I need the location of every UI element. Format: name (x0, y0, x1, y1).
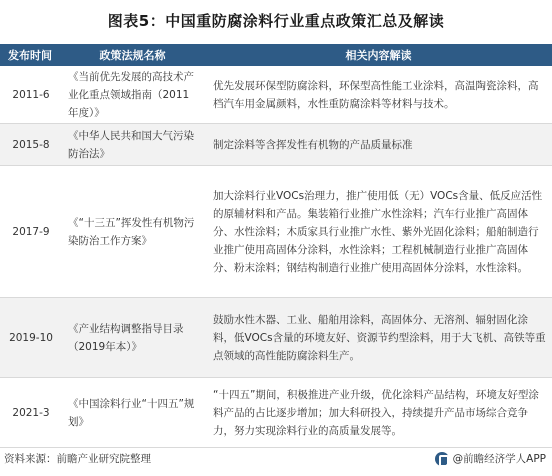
row-content: 制定涂料等含挥发性有机物的产品质量标准 (213, 138, 413, 151)
row-date: 2011-6 (12, 88, 50, 101)
row-date: 2017-9 (12, 225, 50, 238)
table-row (0, 166, 552, 298)
row-content: “十四五”期间，积极推进产业升级，优化涂料产品结构，环境友好型涂料产品的占比逐步增加；加大科研投入，持续提升产品市场综合竞争力，努力实现涂料行业的高质量发展等。 (213, 388, 539, 437)
table-row (0, 298, 552, 378)
row-date: 2019-10 (9, 331, 53, 344)
header-date: 发布时间 (8, 49, 52, 62)
brand-text: @前瞻经济学人APP (452, 453, 546, 465)
row-policy-name: 《“十三五”挥发性有机物污染防治工作方案》 (68, 216, 195, 247)
table-row (0, 378, 552, 448)
row-content: 鼓励水性木器、工业、船舶用涂料，高固体分、无溶剂、辐射固化涂料，低VOCs含量的环境友好、资源节约型涂料，用于大飞机、高铁等重点领域的高性能防腐涂料生产。 (213, 313, 546, 362)
brand-credit (435, 448, 546, 470)
row-policy-name: 《产业结构调整指导目录（2019年本）》 (68, 322, 184, 353)
table-row (0, 124, 552, 166)
row-date: 2015-8 (12, 138, 50, 151)
brand-logo-icon (435, 452, 449, 466)
row-content: 优先发展环保型防腐涂料，环保型高性能工业涂料，高温陶瓷涂料，高档汽车用金属颜料，水性重防腐涂料等材料与技术。 (213, 79, 539, 110)
source-note: 资料来源：前瞻产业研究院整理 (4, 453, 151, 465)
row-policy-name: 《当前优先发展的高技术产业化重点领域指南（2011年度）》 (68, 70, 194, 119)
row-policy-name: 《中国涂料行业“十四五”规划》 (68, 397, 195, 428)
header-policy-name: 政策法规名称 (99, 49, 166, 62)
figure-title: 图表5：中国重防腐涂料行业重点政策汇总及解读 (107, 12, 445, 30)
header-content: 相关内容解读 (345, 49, 412, 62)
table-header (0, 44, 552, 66)
footer (0, 448, 552, 470)
row-date: 2021-3 (12, 406, 50, 419)
policy-table (0, 44, 552, 448)
row-policy-name: 《中华人民共和国大气污染防治法》 (68, 129, 194, 160)
table-row (0, 66, 552, 124)
row-content: 加大涂料行业VOCs治理力，推广使用低（无）VOCs含量、低反应活性的原辅材料和产品。集装箱行业推广水性涂料；汽车行业推广高固体分、水性涂料；木质家具行业推广水性、紫外光固化涂料；船舶制造行业推广使用高固体分涂料，水性涂料；工程机械制造行业推广高固体分、粉末涂料；钢结构制造行业推广使用高固体分涂料，水性涂料。 (213, 189, 543, 274)
